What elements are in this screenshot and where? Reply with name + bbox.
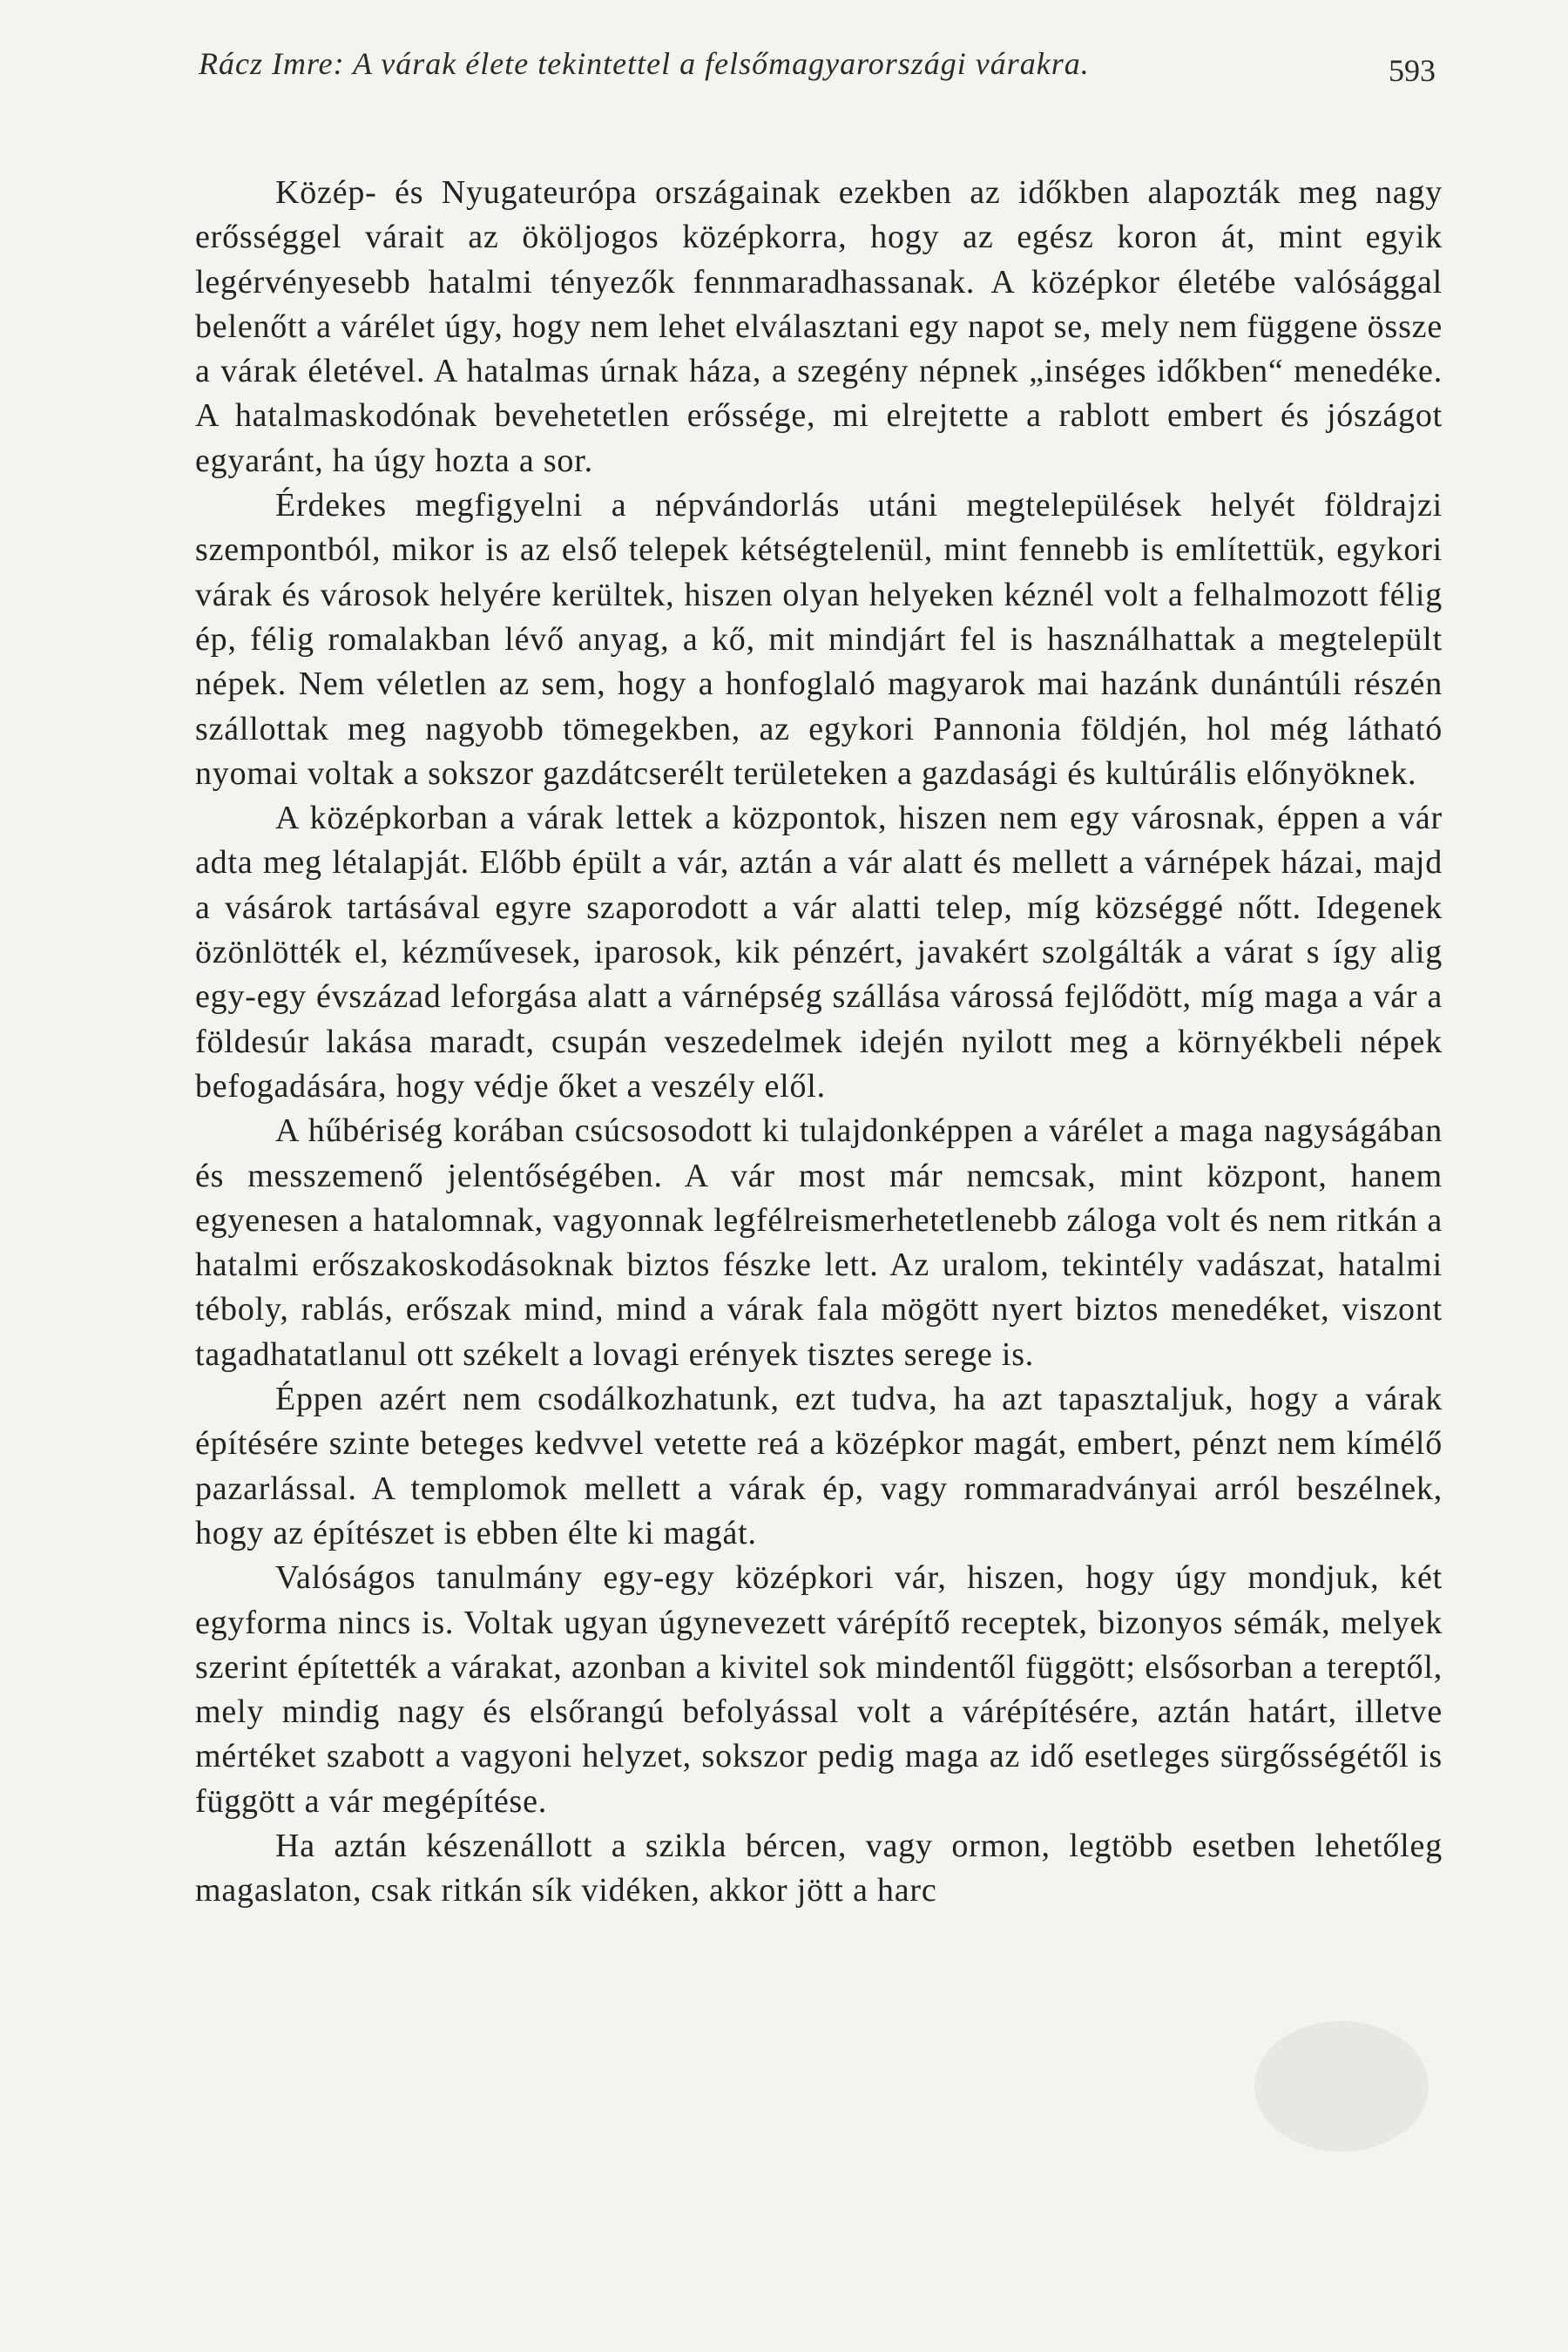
paragraph-1: Közép- és Nyugateurópa országainak ezekben az időkben alapozták meg nagy erősséggel várait az ököljogos középkorra, hogy az egész koron át, mint egyik legérvényesebb hatalmi tényezők fennmaradhassanak. A középkor életébe valósággal belenőtt a várélet úgy, hogy nem lehet elválasztani egy napot se, mely nem függene össze a várak életével. A hatalmas úrnak háza, a szegény népnek „inséges időkben“ menedéke. A hatalmaskodónak bevehetetlen erőssége, mi elrejtette a rablott embert és jószágot egyaránt, ha úgy hozta a sor. bbox=[195, 174, 1443, 479]
scan-smudge bbox=[1254, 2021, 1429, 2152]
page-header bbox=[199, 45, 1436, 98]
paragraph-5: Éppen azért nem csodálkozhatunk, ezt tudva, ha azt tapasztaljuk, hogy a várak építésére szinte beteges kedvvel vetette reá a középkor magát, embert, pénzt nem kímélő pazarlással. A templomok mellett a várak ép, vagy rommaradványai arról beszélnek, hogy az építészet is ebben élte ki magát. bbox=[195, 1381, 1443, 1551]
paragraph-2: Érdekes megfigyelni a népvándorlás utáni megtelepülések helyét földrajzi szempontból, mikor is az első telepek kétségtelenül, mint fennebb is említettük, egykori várak és városok helyére kerültek, hiszen olyan helyeken kéznél volt a felhalmozott félig ép, félig romalakban lévő anyag, a kő, mit mindjárt fel is használhattak a megtelepült népek. Nem véletlen az sem, hogy a honfoglaló magyarok mai hazánk dunántúli részén szállottak meg nagyobb tömegekben, az egykori Pannonia földjén, hol még látható nyomai voltak a sokszor gazdátcserélt területeken a gazdasági és kultúrális előnyöknek. bbox=[195, 487, 1443, 792]
paragraph-4: A hűbériség korában csúcsosodott ki tulajdonképpen a várélet a maga nagyságában és messzemenő jelentőségében. A vár most már nemcsak, mint központ, hanem egyenesen a hatalomnak, vagyonnak legfélreismerhetetlenebb záloga volt és nem ritkán a hatalmi erőszakoskodásoknak biztos fészke lett. Az uralom, tekintély vadászat, hatalmi téboly, rablás, erőszak mind, mind a várak fala mögött nyert biztos menedéket, viszont tagadhatatlanul ott székelt a lovagi erények tisztes serege is. bbox=[195, 1112, 1443, 1373]
page-number: 593 bbox=[1389, 53, 1436, 88]
paragraph-7: Ha aztán készenállott a szikla bércen, vagy ormon, legtöbb esetben lehetőleg magaslaton, csak ritkán sík vidéken, akkor jött a harc bbox=[195, 1827, 1443, 1909]
paragraph-6: Valóságos tanulmány egy-egy középkori vár, hiszen, hogy úgy mondjuk, két egyforma nincs is. Voltak ugyan úgynevezett várépítő receptek, bizonyos sémák, melyek szerint építették a várakat, azonban a kivitel sok mindentől függött; elsősorban a tereptől, mely mindig nagy és elsőrangú befolyással volt a várépítésére, aztán határt, illetve mértéket szabott a vagyoni helyzet, sokszor pedig maga az idő esetleges sürgősségétől is függött a vár megépítése. bbox=[195, 1559, 1443, 1820]
body-text bbox=[195, 171, 1443, 1914]
paragraph-3: A középkorban a várak lettek a központok, hiszen nem egy városnak, éppen a vár adta meg létalapját. Előbb épült a vár, aztán a vár alatt és mellett a várnépek házai, majd a vásárok tartásával egyre szaporodott a vár alatti telep, míg községgé nőtt. Idegenek özönlötték el, kézművesek, iparosok, kik pénzért, javakért szolgálták a várat s így alig egy-egy évszázad leforgása alatt a várnépség szállása várossá fejlődött, míg maga a vár a földesúr lakása maradt, csupán veszedelmek idején nyilott meg a környékbeli népek befogadására, hogy védje őket a veszély elől. bbox=[195, 800, 1443, 1105]
running-title: Rácz Imre: A várak élete tekintettel a felsőmagyarországi várakra. bbox=[199, 46, 1090, 81]
